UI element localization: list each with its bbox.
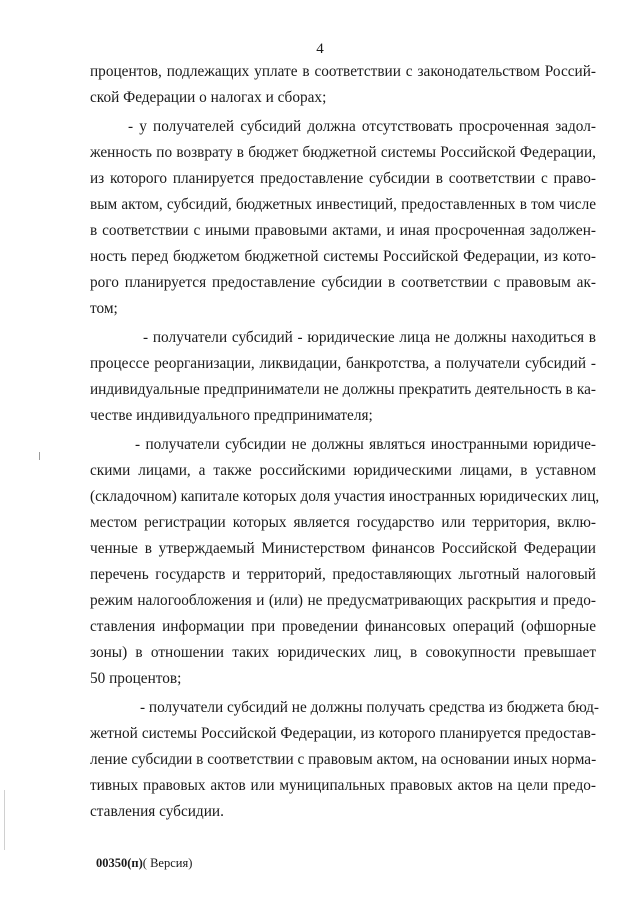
text-line: ставления информации при проведении финансовых операций (офшорные [90, 618, 596, 635]
text-line: рого планируется предоставление субсидии в соответствии с правовым ак- [90, 274, 596, 291]
text-line: - получатели субсидий - юридические лица не должны находиться в [143, 329, 596, 346]
text-line: ченные в утверждаемый Министерством финансов Российской Федерации [90, 540, 596, 557]
document-footer [96, 856, 192, 871]
text-line: ставления субсидии. [90, 803, 224, 820]
text-line: вым актом, субсидий, бюджетных инвестиций, предоставленных в том числе [90, 196, 596, 213]
text-line: честве индивидуального предпринимателя; [90, 407, 373, 424]
text-line: местом регистрации которых является государство или территория, вклю- [90, 514, 596, 531]
text-line: ской Федерации о налогах и сборах; [90, 89, 327, 106]
text-line: том; [90, 300, 118, 317]
document-code: 00350(п) [96, 856, 143, 870]
text-line: - получатели субсидии не должны являться иностранными юридиче- [135, 436, 596, 453]
text-line: (складочном) капитале которых доля участия иностранных юридических лиц, [90, 488, 600, 505]
text-line: индивидуальные предприниматели не должны прекратить деятельность в ка- [90, 381, 596, 398]
text-line: жетной системы Российской Федерации, из которого планируется предостав- [90, 725, 596, 742]
text-line: скими лицами, а также российскими юридическими лицами, в уставном [90, 462, 596, 479]
text-line: - получатели субсидий не должны получать средства из бюджета бюд- [140, 699, 599, 716]
document-version: ( Версия) [142, 856, 193, 870]
text-line: ность перед бюджетом бюджетной системы Российской Федерации, из кото- [90, 248, 596, 265]
page-number: 4 [316, 41, 324, 57]
scan-artifact [39, 452, 40, 460]
scan-artifact [4, 790, 5, 850]
text-line: процентов, подлежащих уплате в соответствии с законодательством Россий- [90, 63, 596, 80]
text-line: ление субсидии в соответствии с правовым актом, на основании иных норма- [90, 751, 597, 768]
text-line: женность по возврату в бюджет бюджетной системы Российской Федерации, [90, 144, 596, 161]
text-line: 50 процентов; [90, 670, 182, 687]
text-line: тивных правовых актов или муниципальных правовых актов на цели предо- [90, 777, 596, 794]
text-line: зоны) в отношении таких юридических лиц, в совокупности превышает [90, 644, 596, 661]
text-line: режим налогообложения и (или) не предусматривающих раскрытия и предо- [90, 592, 596, 609]
text-line: в соответствии с иными правовыми актами, и иная просроченная задолжен- [90, 222, 596, 239]
text-line: - у получателей субсидий должна отсутствовать просроченная задол- [128, 118, 596, 135]
text-line: перечень государств и территорий, предоставляющих льготный налоговый [90, 566, 596, 583]
text-line: из которого планируется предоставление субсидии в соответствии с право- [90, 170, 596, 187]
text-line: процессе реорганизации, ликвидации, банкротства, а получатели субсидий - [90, 355, 596, 372]
